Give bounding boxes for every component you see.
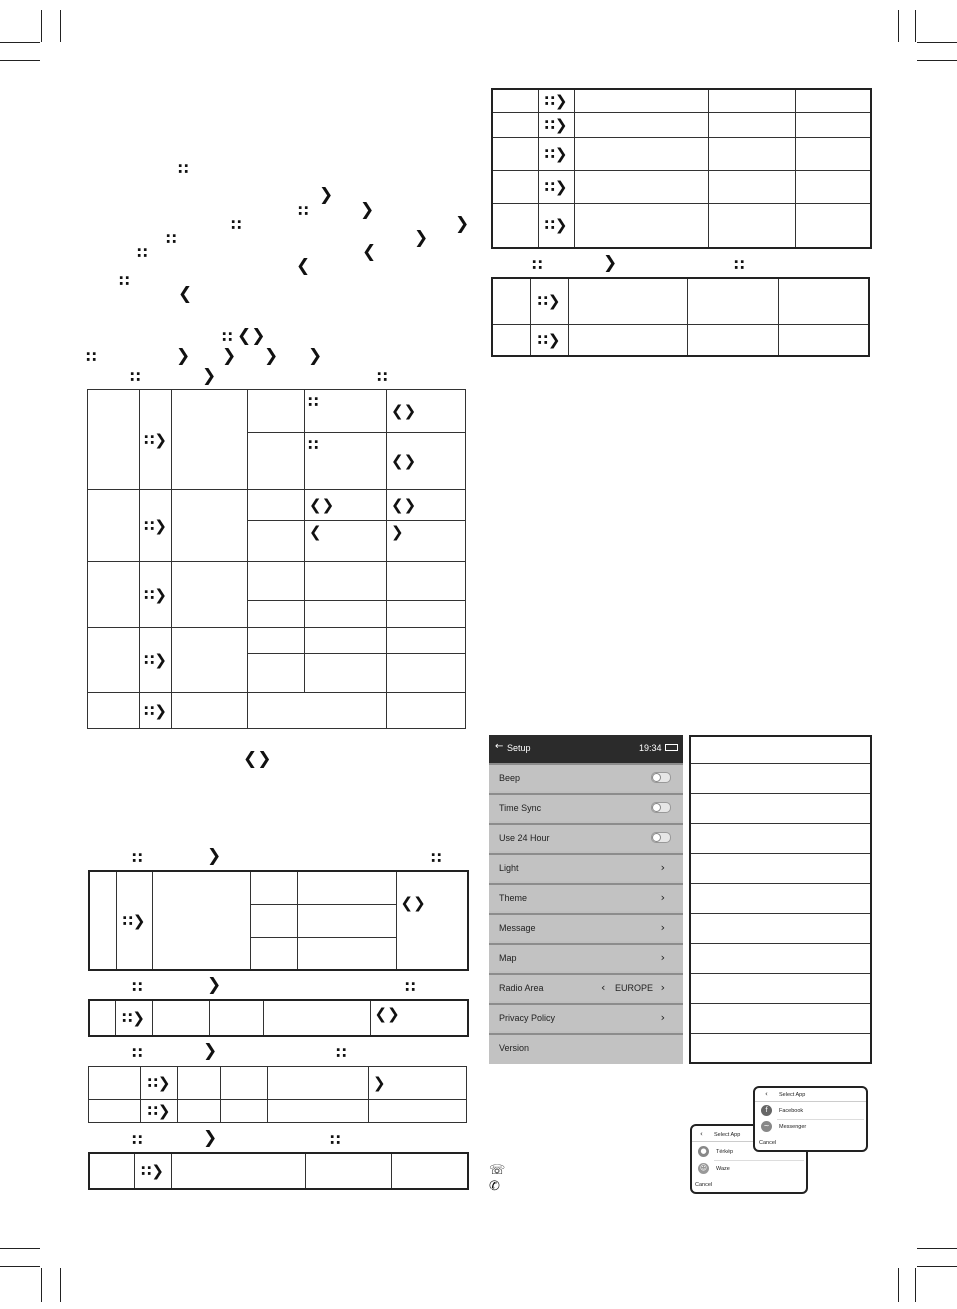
menu-next-keys-icon: ∷❯ xyxy=(544,144,568,163)
setting-label: Use 24 Hour xyxy=(499,833,550,843)
next-key-icon: ❯ xyxy=(264,346,279,366)
waze-icon[interactable]: ☺ xyxy=(699,1164,708,1172)
setting-label: Version xyxy=(499,1043,530,1053)
prev-key-icon: ❮ xyxy=(309,523,322,541)
menu-next-keys-icon: ∷❯ xyxy=(147,1074,171,1092)
prev-next-keys-icon: ❮❯ xyxy=(391,402,417,420)
key-table-1 xyxy=(87,389,466,729)
crop-mark xyxy=(0,1266,40,1267)
crop-mark xyxy=(0,42,40,43)
crop-mark xyxy=(0,1248,40,1249)
next-key-icon: ❯ xyxy=(176,346,191,366)
crop-mark xyxy=(917,60,957,61)
setting-version[interactable] xyxy=(489,1033,683,1064)
chevron-left-icon[interactable]: ‹ xyxy=(765,1090,768,1098)
crop-mark xyxy=(917,1266,957,1267)
select-messaging-app-dialog xyxy=(753,1086,868,1152)
menu-next-keys-icon: ∷❯ xyxy=(143,430,167,449)
next-key-icon: ❯ xyxy=(414,228,429,248)
app-name[interactable]: Messenger xyxy=(779,1124,807,1130)
phone-call-icon: ✆ xyxy=(489,1179,500,1194)
next-key-icon: ❯ xyxy=(373,1074,386,1092)
menu-key-icon: ∷ xyxy=(132,849,143,867)
setting-time-sync[interactable] xyxy=(489,793,683,821)
prev-next-keys-icon: ❮❯ xyxy=(391,496,417,514)
voice-command-icon: ☏ xyxy=(489,1163,506,1178)
chevron-left-icon[interactable]: ‹ xyxy=(601,981,606,994)
menu-next-keys-icon: ∷❯ xyxy=(537,292,561,311)
chevron-right-icon: › xyxy=(660,891,665,904)
clock: 19:34 xyxy=(639,743,662,753)
menu-key-icon: ∷ xyxy=(308,393,319,411)
prev-next-keys-icon: ❮❯ xyxy=(391,452,417,470)
menu-next-keys-icon: ∷❯ xyxy=(537,330,561,349)
menu-next-keys-icon: ∷❯ xyxy=(143,516,167,535)
chevron-right-icon: › xyxy=(660,951,665,964)
app-name[interactable]: Facebook xyxy=(779,1108,804,1114)
back-arrow-icon[interactable]: ← xyxy=(495,741,504,752)
setup-title: Setup xyxy=(507,743,531,753)
next-key-icon: ❯ xyxy=(319,185,334,205)
crop-mark xyxy=(915,10,916,42)
crop-mark xyxy=(60,10,61,42)
chevron-right-icon: › xyxy=(660,861,665,874)
crop-mark xyxy=(915,1268,916,1302)
next-key-icon: ❯ xyxy=(360,200,375,220)
key-table-5 xyxy=(88,1152,469,1190)
dialog-title: Select App xyxy=(714,1132,741,1138)
next-key-icon: ❯ xyxy=(203,1128,218,1148)
chevron-right-icon: › xyxy=(660,1011,665,1024)
menu-key-icon: ∷ xyxy=(377,368,388,386)
menu-next-keys-icon: ∷❯ xyxy=(143,701,167,720)
radio-area-value: EUROPE xyxy=(615,983,654,993)
key-table-3 xyxy=(88,999,469,1037)
key-table-6 xyxy=(491,88,872,249)
prev-next-keys-icon: ❮❯ xyxy=(309,496,335,514)
crop-mark xyxy=(0,60,40,61)
facebook-icon[interactable]: f xyxy=(761,1105,772,1116)
setup-screen xyxy=(489,735,683,1064)
next-key-icon: ❯ xyxy=(222,346,237,366)
menu-key-icon: ∷ xyxy=(137,244,148,262)
menu-next-keys-icon: ∷❯ xyxy=(544,216,568,235)
key-table-2 xyxy=(88,870,469,971)
menu-key-icon: ∷ xyxy=(119,272,130,290)
menu-key-icon: ∷ xyxy=(130,368,141,386)
map-pin-icon[interactable]: ● xyxy=(698,1146,709,1157)
menu-next-keys-icon: ∷❯ xyxy=(544,177,568,196)
setting-label: Theme xyxy=(499,893,528,903)
crop-mark xyxy=(60,1268,61,1302)
beep-toggle[interactable] xyxy=(651,772,671,783)
prev-key-icon: ❮ xyxy=(296,256,311,276)
menu-key-icon: ∷ xyxy=(86,348,97,366)
next-key-icon: ❯ xyxy=(202,366,217,386)
messenger-icon[interactable]: ~ xyxy=(761,1121,772,1132)
dialog-title: Select App xyxy=(779,1092,806,1098)
menu-key-icon: ∷ xyxy=(405,978,416,996)
menu-key-icon: ∷ xyxy=(132,1131,143,1149)
prev-next-keys-icon: ❮❯ xyxy=(237,326,266,346)
setting-radio-area[interactable] xyxy=(489,973,683,1001)
next-key-icon: ❯ xyxy=(308,346,323,366)
setting-beep[interactable] xyxy=(489,763,683,791)
prev-key-icon: ❮ xyxy=(178,284,193,304)
crop-mark xyxy=(898,10,899,42)
setting-theme[interactable] xyxy=(489,883,683,911)
app-name[interactable]: Térkép xyxy=(716,1149,734,1155)
menu-next-keys-icon: ∷❯ xyxy=(122,911,146,930)
settings-description-table xyxy=(689,735,872,1064)
menu-key-icon: ∷ xyxy=(178,160,189,178)
prev-next-keys-icon: ❮❯ xyxy=(400,894,426,912)
menu-next-keys-icon: ∷❯ xyxy=(143,651,167,669)
app-name[interactable]: Waze xyxy=(716,1166,730,1172)
setting-message[interactable] xyxy=(489,913,683,941)
setting-map[interactable] xyxy=(489,943,683,971)
setup-header xyxy=(489,735,683,763)
menu-key-icon: ∷ xyxy=(298,202,309,220)
menu-key-icon: ∷ xyxy=(166,230,177,248)
crop-mark xyxy=(41,10,42,42)
chevron-right-icon[interactable]: › xyxy=(660,981,665,994)
cancel-button[interactable]: Cancel xyxy=(695,1182,713,1188)
cancel-button[interactable]: Cancel xyxy=(759,1140,777,1146)
setting-privacy-policy[interactable] xyxy=(489,1003,683,1031)
setting-label: Privacy Policy xyxy=(499,1013,556,1023)
setting-label: Map xyxy=(499,953,517,963)
crop-mark xyxy=(41,1268,42,1302)
setting-use-24-hour[interactable] xyxy=(489,823,683,851)
menu-next-keys-icon: ∷❯ xyxy=(147,1102,171,1120)
chevron-left-icon[interactable]: ‹ xyxy=(700,1130,703,1138)
menu-key-icon: ∷ xyxy=(222,328,233,346)
time-sync-toggle[interactable] xyxy=(651,802,671,813)
battery-icon xyxy=(665,744,678,751)
crop-mark xyxy=(898,1268,899,1302)
menu-key-icon: ∷ xyxy=(308,436,319,454)
setting-label: Beep xyxy=(499,773,521,783)
next-key-icon: ❯ xyxy=(603,253,618,273)
crop-mark xyxy=(917,42,957,43)
next-key-icon: ❯ xyxy=(391,523,404,541)
menu-key-icon: ∷ xyxy=(532,256,543,274)
menu-key-icon: ∷ xyxy=(431,849,442,867)
menu-key-icon: ∷ xyxy=(336,1044,347,1062)
next-key-icon: ❯ xyxy=(203,1041,218,1061)
setting-light[interactable] xyxy=(489,853,683,881)
menu-key-icon: ∷ xyxy=(231,216,242,234)
setting-label: Message xyxy=(499,923,536,933)
menu-next-keys-icon: ∷❯ xyxy=(143,585,167,604)
chevron-right-icon: › xyxy=(660,921,665,934)
menu-key-icon: ∷ xyxy=(330,1131,341,1149)
menu-key-icon: ∷ xyxy=(132,1044,143,1062)
crop-mark xyxy=(917,1248,957,1249)
menu-next-keys-icon: ∷❯ xyxy=(140,1162,164,1180)
setting-label: Radio Area xyxy=(499,983,544,993)
prev-key-icon: ❮ xyxy=(362,242,377,262)
setting-label: Light xyxy=(499,863,519,873)
menu-next-keys-icon: ∷❯ xyxy=(544,115,568,134)
prev-next-keys-icon: ❮❯ xyxy=(243,749,272,769)
menu-next-keys-icon: ∷❯ xyxy=(121,1009,145,1027)
use-24-hour-toggle[interactable] xyxy=(651,832,671,843)
menu-next-keys-icon: ∷❯ xyxy=(544,91,568,110)
next-key-icon: ❯ xyxy=(207,846,222,866)
menu-key-icon: ∷ xyxy=(734,256,745,274)
key-table-4 xyxy=(88,1066,467,1123)
prev-next-keys-icon: ❮❯ xyxy=(374,1005,400,1023)
setting-label: Time Sync xyxy=(499,803,542,813)
key-table-7 xyxy=(491,277,870,357)
next-key-icon: ❯ xyxy=(207,975,222,995)
next-key-icon: ❯ xyxy=(455,214,470,234)
menu-key-icon: ∷ xyxy=(132,978,143,996)
